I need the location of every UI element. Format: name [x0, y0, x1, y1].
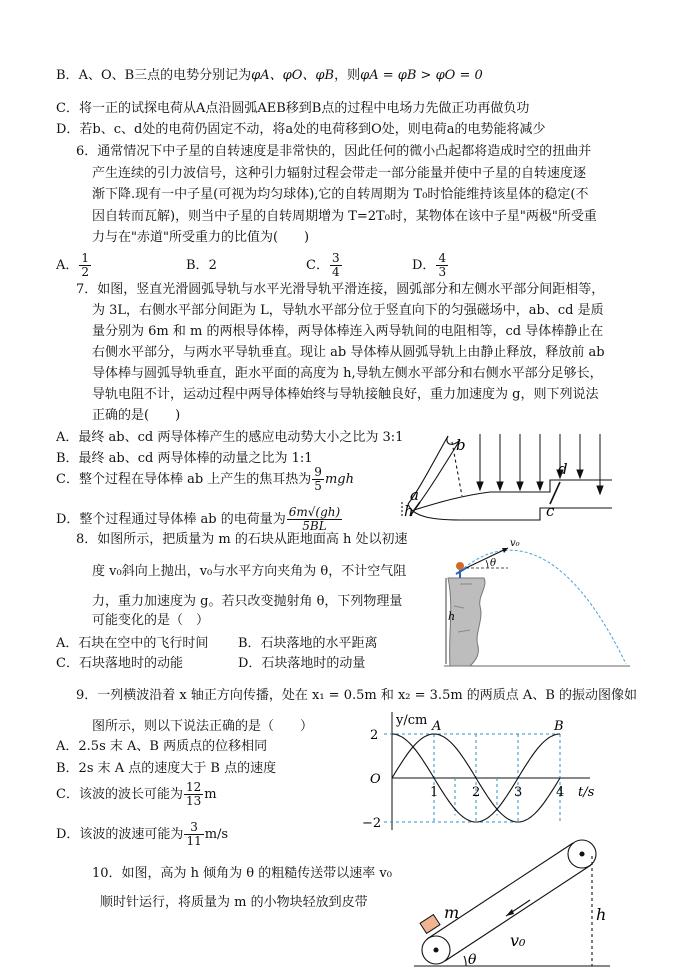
x-axis-label: t/s [578, 785, 595, 800]
x-tick-label: 2 [472, 785, 481, 800]
q10-line: 10．如图，高为 h 倾角为 θ 的粗糙传送带以速率 v₀ [92, 866, 392, 881]
y-axis-label: y/cm [396, 713, 428, 728]
q7-line: 量分别为 6m 和 m 的两根导体棒，两导体棒连入两导轨间的电阻相等，cd 导体棒静止在 [92, 324, 604, 339]
q7-option-a: A．最终 ab、cd 两导体棒产生的感应电动势大小之比为 3:1 [56, 430, 404, 445]
q8-line: 可能变化的是（ ） [92, 613, 210, 628]
q7-line: 右侧水平部分，与两水平导轨垂直。现让 ab 导体棒从圆弧导轨上由静止释放，释放前 ab [92, 345, 605, 360]
point-label-a: A [432, 719, 442, 734]
q7-line: 为 3L，右侧水平部分间距为 L，导轨水平部分位于竖直向下的匀强磁场中，ab、cd 是质 [92, 303, 604, 318]
q7-top-rail [414, 480, 612, 510]
q7-label-b: b [456, 436, 466, 454]
q6-option-b: B．2 [186, 258, 217, 273]
y-tick-label: O [370, 772, 381, 787]
q5-option-b: B．A、O、B三点的电势分别记为φA、φO、φB，则φA = φB > φO = 0 [56, 68, 483, 83]
q5-option-c: C．将一正的试探电荷从A点沿圆弧AEB移到B点的过程中电场力先做正功再做负功 [56, 101, 530, 116]
block-m [420, 915, 440, 934]
y-tick-label: 2 [370, 728, 379, 743]
q7-rod-cd [550, 482, 560, 504]
q9-option-b: B．2s 末 A 点的速度大于 B 点的速度 [56, 761, 277, 776]
q8-option-a: A．石块在空中的飞行时间 [56, 636, 209, 651]
q7-line: 导体棒与圆弧导轨垂直，距水平面的高度为 h,导轨左侧水平部分和右侧水平部分足够长， [92, 366, 603, 381]
q6-option-a: A． $\frac{1}{2}$ [56, 251, 90, 279]
q10-conveyor-figure [414, 838, 614, 970]
q8-label-h: h [448, 610, 456, 623]
q10-line: 顺时针运行，将质量为 m 的小物块轻放到皮带 [100, 895, 368, 910]
q6-line: 力与在"赤道"所受重力的比值为( ) [92, 230, 310, 245]
q6-option-d: D． $\frac{4}{3}$ [412, 251, 447, 279]
q7-label-d: d [558, 460, 568, 478]
q7-line: 7．如图，竖直光滑圆弧导轨与水平光滑导轨平滑连接，圆弧部分和左侧水平部分间距相等， [76, 282, 605, 297]
q6-option-c: C． $\frac{3}{4}$ [306, 251, 340, 279]
q10-label-h: h [596, 905, 607, 924]
q7-option-b: B．最终 ab、cd 两导体棒的动量之比为 1:1 [56, 451, 313, 466]
q8-line: 度 v₀斜向上抛出，v₀与水平方向夹角为 θ，不计空气阻 [92, 564, 407, 579]
q9-vibration-chart [362, 713, 602, 840]
q8-option-c: C．石块落地时的动能 [56, 656, 183, 671]
q9-line: 9．一列横波沿着 x 轴正方向传播，处在 x₁ = 0.5m 和 x₂ = 3.5m 的两质点 A、B 的振动图像如 [76, 688, 638, 703]
q8-label-theta: θ [490, 558, 497, 569]
q7-rail-figure [400, 432, 620, 524]
q5-option-d: D．若b、c、d处的电荷仍固定不动，将a处的电荷移到O处，则电荷a的电势能将减少 [56, 122, 546, 137]
point-label-b: B [554, 719, 564, 734]
q9-option-c: C．该波的波长可能为 $\frac{12}{13}$ m [56, 780, 217, 808]
q8-projectile-figure [444, 536, 634, 668]
y-tick-label: −2 [362, 816, 382, 831]
q7-line: 导轨电阻不计，运动过程中两导体棒始终与导轨接触良好，重力加速度为 g，则下列说法 [92, 387, 599, 402]
q10-label-m: m [444, 903, 460, 922]
q7-label-c: c [546, 502, 555, 520]
q9-option-a: A．2.5s 末 A、B 两质点的位移相同 [56, 739, 268, 754]
q9-option-d: D．该波的波速可能为 $\frac{3}{11}$ m/s [56, 820, 229, 848]
x-tick-label: 3 [514, 785, 523, 800]
q8-option-d: D．石块落地时的动量 [238, 656, 366, 671]
q8-line: 力，重力加速度为 g。若只改变抛射角 θ，下列物理量 [92, 594, 403, 609]
q8-label-v0: v₀ [510, 538, 520, 549]
q6-line: 产生连续的引力波信号，这种引力辐射过程会带走一部分能量并使中子星的自转速度逐 [92, 166, 587, 181]
q7-label-a: a [410, 486, 419, 504]
q6-line: 因自转而瓦解)，则当中子星的自转周期增为 T=2T₀时，某物体在该中子星"两极"所受重 [92, 209, 597, 224]
q7-label-h: h [404, 502, 414, 520]
q7-bottom-rail [408, 504, 612, 520]
q7-option-d: D．整个过程通过导体棒 ab 的电荷量为 $\frac{6m√(gh)}{5BL}$ [56, 505, 341, 533]
x-tick-label: 4 [556, 785, 565, 800]
q8-line: 8．如图所示，把质量为 m 的石块从距地面高 h 处以初速 [76, 532, 408, 547]
q7-line: 正确的是( ) [92, 408, 181, 423]
q10-label-v0: v₀ [510, 931, 526, 950]
x-tick-label: 1 [430, 785, 439, 800]
q6-line: 渐下降.现有一中子星(可视为均匀球体),它的自转周期为 T₀时恰能维持该星体的稳定(不 [92, 187, 589, 202]
velocity-arrow [466, 548, 508, 568]
q9-line: 图所示，则以下说法正确的是（ ） [92, 719, 314, 734]
q10-label-theta: θ [468, 952, 477, 968]
q8-option-b: B．石块落地的水平距离 [238, 636, 378, 651]
q7-option-c: C．整个过程在导体棒 ab 上产生的焦耳热为 $\frac{9}{5}$ mgh [56, 465, 354, 493]
q6-line: 6．通常情况下中子星的自转速度是非常快的，因此任何的微小凸起都将造成时空的扭曲并 [76, 144, 592, 159]
